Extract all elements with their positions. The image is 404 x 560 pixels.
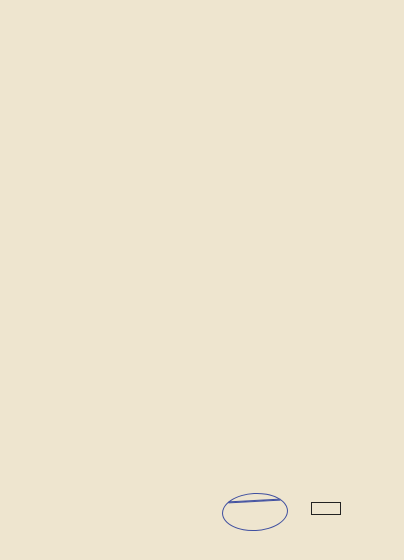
library-stamp [221,491,289,532]
inventory-number-box [311,502,341,515]
